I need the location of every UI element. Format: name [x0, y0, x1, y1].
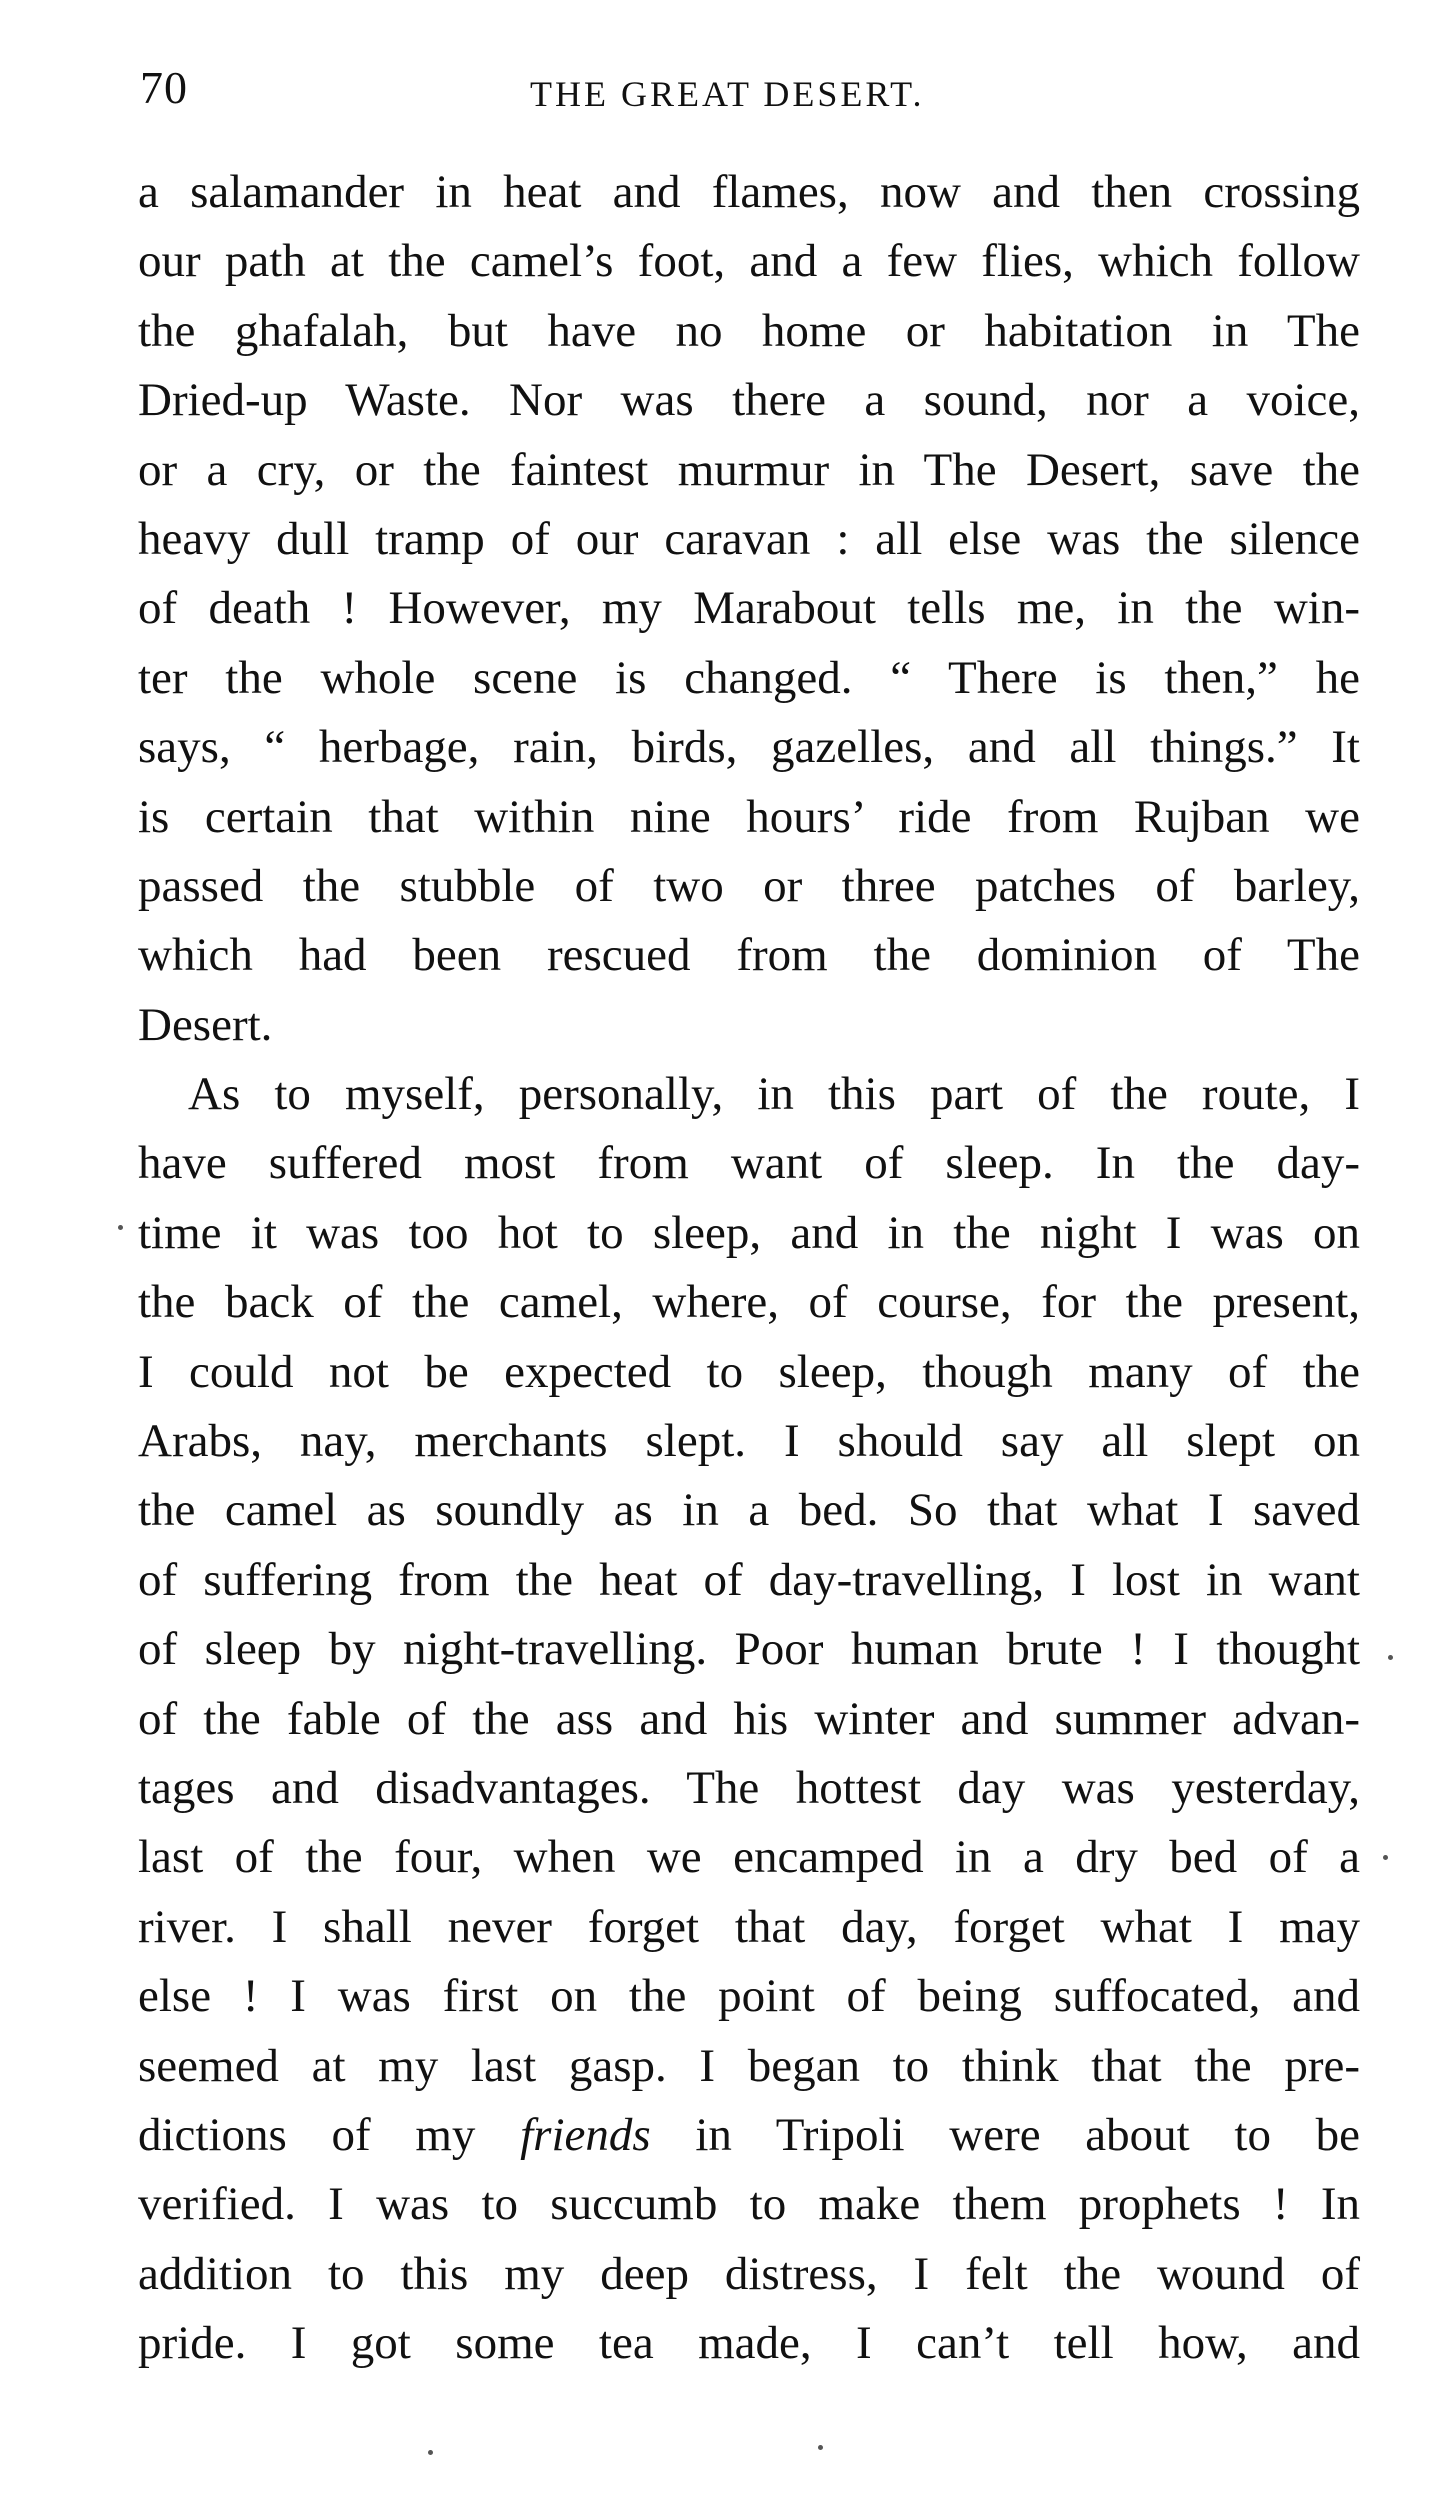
italic-word: friends	[520, 2108, 651, 2161]
text-line: says, “ herbage, rain, birds, gazelles, and all things.” It	[138, 721, 1360, 774]
line-segment: dictions of my	[138, 2108, 521, 2161]
text-line: of the fable of the ass and his winter and summer advan-	[138, 1692, 1360, 1745]
text-line: of suffering from the heat of day-travelling, I lost in want	[138, 1553, 1360, 1606]
print-speck	[118, 1225, 123, 1230]
paragraph-end-line: Desert.	[138, 998, 273, 1051]
text-line: ter the whole scene is changed. “ There is then,” he	[138, 651, 1360, 704]
text-line: Arabs, nay, merchants slept. I should say all slept on	[138, 1415, 1360, 1468]
text-line: of death ! However, my Marabout tells me, in the win-	[138, 582, 1360, 635]
text-line: seemed at my last gasp. I began to think that the pre-	[138, 2039, 1360, 2092]
text-line: tages and disadvantages. The hottest day was yesterday,	[138, 1761, 1360, 1814]
text-line: time it was too hot to sleep, and in the night I was on	[138, 1206, 1360, 1259]
text-line: else ! I was first on the point of being suffocated, and	[138, 1970, 1360, 2023]
text-line: or a cry, or the faintest murmur in The Desert, save the	[138, 443, 1360, 496]
print-speck	[428, 2450, 433, 2455]
text-line: passed the stubble of two or three patches of barley,	[138, 859, 1360, 912]
text-line: last of the four, when we encamped in a dry bed of a	[138, 1831, 1360, 1884]
text-line: the camel as soundly as in a bed. So that what I saved	[138, 1484, 1360, 1537]
text-line: verified. I was to succumb to make them prophets ! In	[138, 2178, 1360, 2231]
running-title: THE GREAT DESERT.	[530, 74, 925, 114]
text-line: pride. I got some tea made, I can’t tell how, and	[138, 2317, 1360, 2370]
text-line: have suffered most from want of sleep. In the day-	[138, 1137, 1360, 1190]
text-line: the back of the camel, where, of course, for the present,	[138, 1276, 1360, 1329]
text-line: our path at the camel’s foot, and a few flies, which follow	[138, 235, 1360, 288]
paragraph-start-line: As to myself, personally, in this part of the route, I	[188, 1068, 1360, 1121]
print-speck	[818, 2445, 823, 2450]
body-text	[138, 158, 1360, 2379]
text-line: is certain that within nine hours’ ride from Rujban we	[138, 790, 1360, 843]
print-speck	[1388, 1655, 1393, 1660]
text-line: heavy dull tramp of our caravan : all else was the silence	[138, 512, 1360, 565]
text-line: I could not be expected to sleep, though many of the	[138, 1345, 1360, 1398]
line-segment: in Tripoli were about to be	[650, 2108, 1360, 2161]
text-line: a salamander in heat and flames, now and then crossing	[138, 166, 1360, 218]
text-line: the ghafalah, but have no home or habitation in The	[138, 304, 1360, 357]
text-line-with-italic	[138, 2101, 1360, 2170]
print-speck	[1383, 1855, 1388, 1860]
text-line: of sleep by night-travelling. Poor human brute ! I thought	[138, 1623, 1360, 1676]
page-number: 70	[140, 62, 188, 113]
text-line: Dried-up Waste. Nor was there a sound, nor a voice,	[138, 374, 1360, 427]
text-line: which had been rescued from the dominion of The	[138, 929, 1360, 982]
text-line: river. I shall never forget that day, forget what I may	[138, 1900, 1360, 1953]
text-line: addition to this my deep distress, I felt the wound of	[138, 2247, 1360, 2300]
